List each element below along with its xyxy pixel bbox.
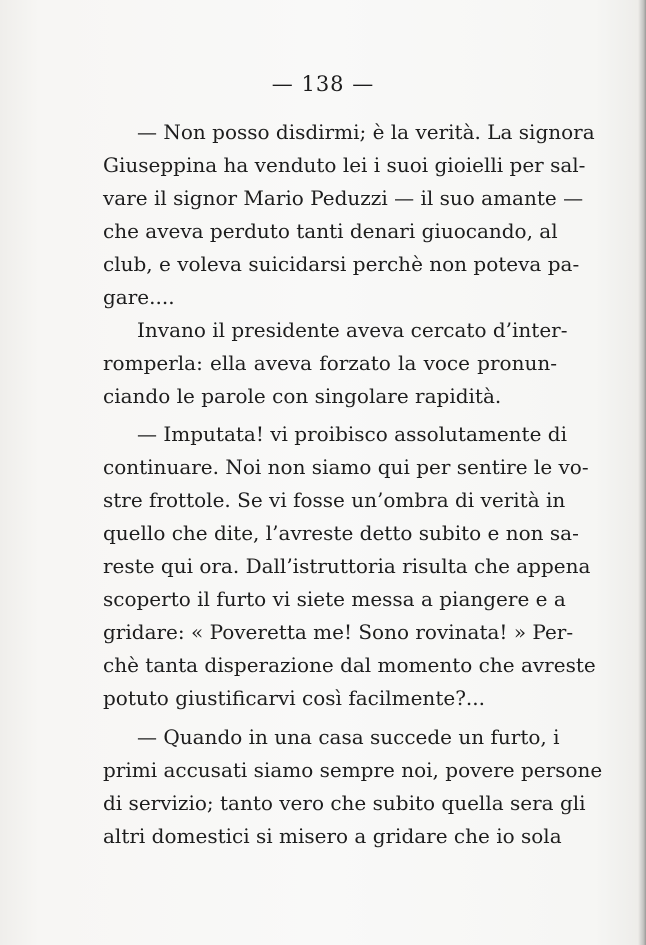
text-line: chè tanta disperazione dal momento che avreste <box>103 653 596 677</box>
page-number: — 138 — <box>271 72 375 96</box>
text-line: club, e voleva suicidarsi perchè non poteva pa- <box>103 252 580 276</box>
text-line: Giuseppina ha venduto lei i suoi gioielli per sal- <box>103 153 586 177</box>
text-line: Invano il presidente aveva cercato d’inter- <box>137 318 568 342</box>
text-line: gridare: « Poveretta me! Sono rovinata! » Per- <box>103 620 574 644</box>
text-line: quello che dite, l’avreste detto subito e non sa- <box>103 521 579 545</box>
page-edge-shadow <box>638 0 646 945</box>
text-line: stre frottole. Se vi fosse un’ombra di verità in <box>103 488 566 512</box>
text-line: potuto giustificarvi così facilmente?... <box>103 686 485 710</box>
text-line: reste qui ora. Dall’istruttoria risulta che appena <box>103 554 591 578</box>
text-line: primi accusati siamo sempre noi, povere persone <box>103 758 603 782</box>
text-line: altri domestici si misero a gridare che io sola <box>103 824 562 848</box>
text-line: — Imputata! vi proibisco assolutamente di <box>137 422 567 446</box>
text-line: che aveva perduto tanti denari giuocando, al <box>103 219 558 243</box>
text-line: continuare. Noi non siamo qui per sentire le vo- <box>103 455 589 479</box>
text-line: di servizio; tanto vero che subito quella sera gli <box>103 791 586 815</box>
text-line: vare il signor Mario Peduzzi — il suo amante — <box>103 186 584 210</box>
text-line: — Non posso disdirmi; è la verità. La signora <box>137 120 595 144</box>
text-line: scoperto il furto vi siete messa a piangere e a <box>103 587 566 611</box>
text-line: — Quando in una casa succede un furto, i <box>137 725 560 749</box>
text-line: gare.... <box>103 285 175 309</box>
text-line: ciando le parole con singolare rapidità. <box>103 384 502 408</box>
text-line: romperla: ella aveva forzato la voce pronun- <box>103 351 557 375</box>
